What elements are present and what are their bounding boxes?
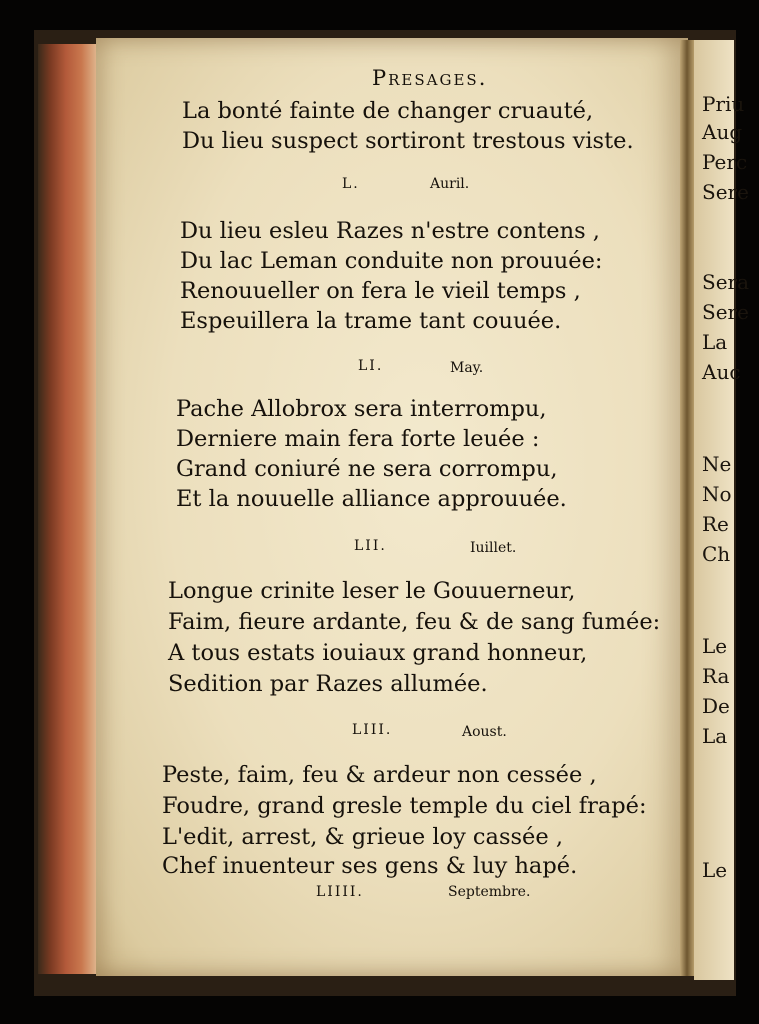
quatrain-number: LII. bbox=[354, 538, 387, 554]
verse-line: Grand coniuré ne sera corrompu, bbox=[176, 456, 558, 482]
verse-line: Sedition par Razes allumée. bbox=[168, 671, 488, 697]
facing-fragment: Ne bbox=[702, 452, 732, 476]
quatrain-month: May. bbox=[450, 360, 484, 376]
quatrain-month: Auril. bbox=[430, 176, 470, 192]
verse-line: Espeuillera la trame tant couuée. bbox=[180, 308, 562, 334]
facing-fragment: Sere bbox=[702, 180, 749, 204]
verse-line: Pache Allobrox sera interrompu, bbox=[176, 396, 547, 422]
facing-fragment: Sera bbox=[702, 270, 750, 294]
facing-fragment: Auc bbox=[702, 360, 741, 384]
running-head: Presages. bbox=[372, 66, 488, 90]
facing-fragment: De bbox=[702, 694, 730, 718]
verse-line: Longue crinite leser le Gouuerneur, bbox=[168, 578, 576, 604]
verse-line: Chef inuenteur ses gens & luy hapé. bbox=[162, 853, 578, 879]
facing-fragment: No bbox=[702, 482, 732, 506]
verse-line: Et la nouuelle alliance approuuée. bbox=[176, 486, 567, 512]
facing-page bbox=[694, 40, 750, 980]
quatrain-month: Iuillet. bbox=[470, 540, 517, 556]
verse-line: Faim, fieure ardante, feu & de sang fumée: bbox=[168, 609, 661, 635]
verse-line: Renouueller on fera le vieil temps , bbox=[180, 278, 581, 304]
facing-fragment: Le bbox=[702, 858, 728, 882]
verse-line: A tous estats iouiaux grand honneur, bbox=[168, 640, 588, 666]
quatrain-number: LIII. bbox=[352, 722, 393, 738]
facing-fragment: Sere bbox=[702, 300, 749, 324]
verse-line: La bonté fainte de changer cruauté, bbox=[182, 98, 594, 124]
quatrain-month: Aoust. bbox=[462, 724, 507, 740]
facing-fragment: Ra bbox=[702, 664, 730, 688]
facing-fragment: Le bbox=[702, 634, 728, 658]
facing-fragment: La bbox=[702, 724, 728, 748]
facing-fragment: Perc bbox=[702, 150, 748, 174]
verse-line: Peste, faim, feu & ardeur non cessée , bbox=[162, 762, 597, 788]
facing-fragment: La bbox=[702, 330, 728, 354]
page-edges bbox=[38, 44, 100, 974]
quatrain-number: LIIII. bbox=[316, 884, 364, 900]
verse-line: L'edit, arrest, & grieue loy cassée , bbox=[162, 824, 563, 850]
book-gutter bbox=[680, 40, 694, 976]
quatrain-month: Septembre. bbox=[448, 884, 531, 900]
facing-fragment: Re bbox=[702, 512, 729, 536]
verse-line: Derniere main fera forte leuée : bbox=[176, 426, 540, 452]
facing-fragment: Aug bbox=[702, 120, 743, 144]
verse-line: Foudre, grand gresle temple du ciel frapé: bbox=[162, 793, 647, 819]
facing-fragment: Priu bbox=[702, 92, 745, 116]
verse-line: Du lac Leman conduite non prouuée: bbox=[180, 248, 603, 274]
verse-line: Du lieu suspect sortiront trestous viste. bbox=[182, 128, 634, 154]
facing-fragment: Ch bbox=[702, 542, 731, 566]
verse-line: Du lieu esleu Razes n'estre contens , bbox=[180, 218, 600, 244]
quatrain-number: LI. bbox=[358, 358, 384, 374]
quatrain-number: L. bbox=[342, 176, 360, 192]
